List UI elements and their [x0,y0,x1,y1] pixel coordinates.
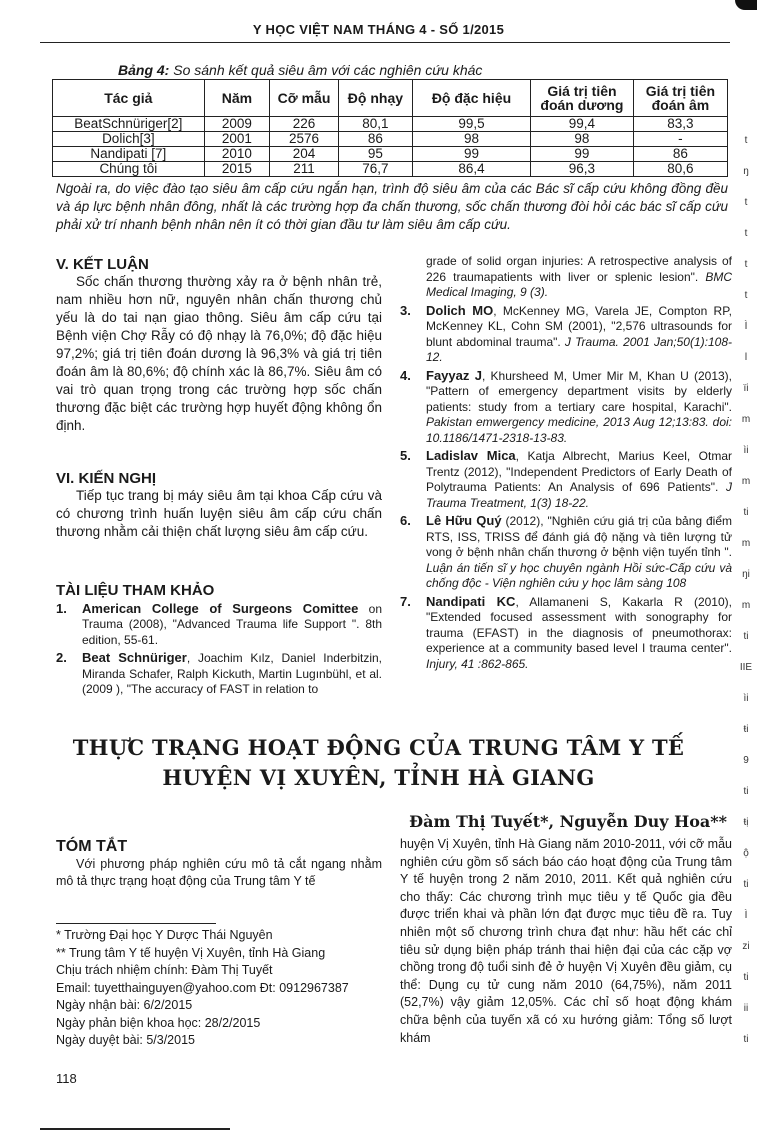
reference-text: on Trauma (2008), "Advanced Trauma life Support ". 8th edition, 55-61. [82,601,382,647]
margin-mark: ti [743,631,749,642]
reference-text: , Allamaneni S, Kakarla R (2010), "Extended focused assessment with sonography for trauma (EFAST) in the diagnosis of pneumothorax: experience at a community based level I trauma center". [426,594,732,655]
margin-mark: ìi [743,445,749,456]
margin-mark: m [741,538,751,549]
article-title [0,733,757,793]
reference-number: 1. [56,600,67,616]
footnote-reviewed: Ngày phản biện khoa học: 28/2/2015 [56,1015,261,1030]
margin-mark: ti [743,879,749,890]
cell-sample: 2576 [270,132,339,147]
abstract-text-right: huyện Vị Xuyên, tỉnh Hà Giang năm 2010-2011, với cỡ mẫu nghiên cứu gồm số sách báo cáo hoạt động của Trung tâm Y tế huyện trong 2 năm 2010, 2011. Kết quả nghiên cứu cho thấy: Các chương trình mục tiêu y tế Quốc gia đều được triển khai và phần lớn đạt được mục tiêu đề ra. Tuy nhiên một số chương trình chưa đạt như: hầu hết các chỉ tiêu sử dụng biện pháp tránh thai hiện đại của các cặp vợ chồng trong độ tuổi sinh đẻ ở huyện Vị Xuyên đều giảm, cụ thể: Dụng cụ tử cung năm 2010 (64,75%), năm 2011 (52,7%) vậy giảm 12,05%. Các chỉ số hoạt động khám chữa bệnh của tuyến xã có xu hướng giảm: Tổng số lượt khám [400,837,732,1045]
reference-number: 2. [56,650,67,665]
reference-journal: J Trauma Treatment, 1(3) 18-22. [426,480,732,510]
cell-year: 2001 [204,132,269,147]
margin-mark: ti [743,507,749,518]
cell-npv: 80,6 [633,162,727,177]
reference-journal: Luận án tiến sĩ y học chuyên ngành Hồi sức-Cấp cứu và chống độc - Viện nghiên cứu y học lâm sàng 108 [426,560,732,590]
reference-journal: BMC Medical Imaging, 9 (3). [426,269,732,299]
cell-author: BeatSchnüriger[2] [53,117,205,132]
running-head: Y HỌC VIỆT NAM THÁNG 4 - SỐ 1/2015 [252,22,505,37]
margin-mark: m [741,600,751,611]
reference-item [400,254,732,301]
cell-author: Chúng tôi [53,162,205,177]
reference-authors: Beat Schnüriger [82,650,187,665]
margin-mark: ti [743,786,749,797]
margin-mark: ii [743,1003,749,1014]
margin-mark: t [744,228,748,239]
cell-specificity: 99 [412,147,530,162]
cell-year: 2010 [204,147,269,162]
cell-year: 2009 [204,117,269,132]
reference-text: , Khursheed M, Umer Mir M, Khan U (2013), "Pattern of emergency department visits by elderly patients: study from a tertiary care hospital, Karachi". [426,368,732,414]
margin-mark: IIE [739,662,753,673]
recommendation-text: Tiếp tục trang bị máy siêu âm tại khoa Cấp cứu và có chương trình huấn luyện siêu âm cấp cứu chấn thương nhằm cải thiện chất lượng siêu âm cấp cứu. [56,488,382,539]
margin-mark: ìi [743,693,749,704]
margin-mark: Ì [744,321,748,332]
article-authors: Đàm Thị Tuyết*, Nguyễn Duy Hoa** [409,812,727,831]
reference-journal: Injury, 41 :862-865. [426,656,529,671]
table-caption-text: So sánh kết quả siêu âm với các nghiên cứu khác [173,62,483,78]
col-header-specificity: Độ đặc hiệu [412,80,530,117]
margin-mark: m [741,414,751,425]
article-title-line-2: HUYỆN VỊ XUYÊN, TỈNH HÀ GIANG [162,765,595,790]
margin-mark: t [744,290,748,301]
col-header-sample: Cỡ mẫu [270,80,339,117]
cell-npv: 83,3 [633,117,727,132]
abstract-heading: TÓM TẮT [56,838,128,855]
margin-mark: 9 [743,755,749,766]
margin-mark: t [744,197,748,208]
header-rule [40,42,730,43]
cell-sample: 211 [270,162,339,177]
cell-sensitivity: 95 [338,147,412,162]
reference-item [400,303,732,366]
reference-authors: Nandipati KC [426,593,516,609]
reference-text: , Katja Albrecht, Marius Keel, Otmar Trentz (2012), "Independent Predictors of Early Death of Polytrauma Patients: An Analysis of 696 Patients". [426,449,732,494]
margin-bleed-marks [739,125,753,1055]
cell-specificity: 99,5 [412,117,530,132]
reference-text: , Joachim Kılz, Daniel Inderbitzin, Miranda Schafer, Ralph Kickuth, Martin Lugınbühl, et al. (2009 ), "The accuracy of FAST in relation to [82,651,382,696]
col-header-sensitivity: Độ nhạy [338,80,412,117]
margin-mark: t [744,135,748,146]
reference-journal: J Trauma. 2001 Jan;50(1):108-12. [426,334,733,364]
footnote-received: Ngày nhận bài: 6/2/2015 [56,998,193,1012]
footnote-affiliation-1: * Trường Đại học Y Dược Thái Nguyên [56,928,273,942]
margin-mark: t [744,259,748,270]
reference-number: 6. [400,513,411,528]
references-heading: TÀI LIỆU THAM KHẢO [56,582,215,599]
reference-item [400,594,732,673]
footnotes [56,927,382,1050]
margin-mark: ti [743,1034,749,1045]
corner-ink-mark [735,0,757,10]
references-right [400,254,732,674]
references-left [56,583,382,700]
abstract-text-left: Với phương pháp nghiên cứu mô tả cắt ngang nhằm mô tả thực trạng hoạt động của Trung tâm Y tế [56,857,382,888]
cell-author: Dolich[3] [53,132,205,147]
table-caption [118,62,482,78]
footnote-email: Email: tuyetthainguyen@yahoo.com Đt: 0912967387 [56,980,349,995]
reference-number: 4. [400,367,411,383]
reference-item [400,368,732,447]
col-header-ppv: Giá trị tiên đoán dương [531,80,634,117]
cell-sample: 204 [270,147,339,162]
article-title-line-1: THỰC TRẠNG HOẠT ĐỘNG CỦA TRUNG TÂM Y TẾ [72,735,685,760]
reference-item [400,448,732,511]
cell-ppv: 99,4 [531,117,634,132]
reference-number: 3. [400,302,411,318]
cell-npv: - [633,132,727,147]
cell-ppv: 99 [531,147,634,162]
col-header-npv: Giá trị tiên đoán âm [633,80,727,117]
reference-item [56,601,382,649]
conclusion-section [56,256,382,435]
recommendation-heading: VI. KIẾN NGHỊ [56,470,157,487]
table-row [53,162,728,177]
reference-authors: Fayyaz J [426,367,483,383]
table-caption-label: Bảng 4: [118,62,170,78]
cell-ppv: 98 [531,132,634,147]
table-row [53,117,728,132]
cell-ppv: 96,3 [531,162,634,177]
table-header-row [53,80,728,117]
margin-mark: ŧị [743,817,749,828]
conclusion-heading: V. KẾT LUẬN [56,256,149,273]
margin-mark: ŋ [743,166,749,177]
col-header-author: Tác giả [53,80,205,117]
table-row [53,132,728,147]
cell-sensitivity: 80,1 [338,117,412,132]
cell-npv: 86 [633,147,727,162]
reference-journal: Pakistan emwergency medicine, 2013 Aug 12;13:83. doi: 10.1186/1471-2318-13-83. [426,415,732,445]
cell-author: Nandipati [7] [53,147,205,162]
cell-specificity: 86,4 [412,162,530,177]
margin-mark: Ì [744,910,748,921]
margin-mark: l [744,352,748,363]
reference-authors: Lê Hữu Quý [426,513,502,528]
reference-text: (2012), "Nghiên cứu giá trị của bảng điểm RTS, ISS, TRISS để đánh giá độ nặng và tiên lượng tử vong ở bệnh nhân chấn thương ở bệnh viện tuyến tỉnh ". [426,514,733,559]
margin-mark: zi [742,941,750,952]
cell-sensitivity: 86 [338,132,412,147]
reference-text: grade of solid organ injuries: A retrospective analysis of 226 traumapatients with liver or splenic lesion". [426,254,732,284]
cell-specificity: 98 [412,132,530,147]
reference-number: 7. [400,593,411,609]
footnote-accepted: Ngày duyệt bài: 5/3/2015 [56,1033,195,1047]
margin-mark: ïi [743,383,749,394]
reference-text: , McKenney MG, Varela JE, Compton RP, McKenney KL, Cohn SM (2001), "2,576 ultrasounds for blunt abdominal trauma". [426,303,733,349]
reference-item [56,650,382,698]
reference-authors: Ladislav Mica [426,448,516,463]
reference-number: 5. [400,448,411,463]
cell-sample: 226 [270,117,339,132]
conclusion-text: Sốc chấn thương thường xảy ra ở bệnh nhân trẻ, nam nhiều hơn nữ, nguyên nhân chấn thương chủ yếu là do tai nạn giao thông. Siêu âm cấp cứu tại Bệnh viện Chợ Rẫy có độ nhạy là 76,0%; độ đặc hiệu 97,2%; giá trị tiên đoán dương là 96,3% và giá trị tiên đoán âm là 80,6%; độ chính xác là 86,7%. Siêu âm có vai trò quan trọng trong các trường hợp sốc chấn thương đặc biệt các trường hợp huyết động không ổn định. [56,274,382,433]
table-note: Ngoài ra, do việc đào tạo siêu âm cấp cứu ngắn hạn, trình độ siêu âm của các Bác sĩ cấp cứu không đồng đều và áp lực bệnh nhân đông, nhất là các trường hợp đa chấn thương, sốc chấn thương đòi hỏi các bác sĩ cấp cứu phải xử trí nhanh bệnh nhân nên ít có thời gian đầu tư làm siêu âm cấp cứu. [56,181,728,232]
col-header-year: Năm [204,80,269,117]
margin-mark: ộ [743,848,749,859]
margin-mark: ti [743,972,749,983]
footnote-rule [56,923,216,924]
footnote-affiliation-2: ** Trung tâm Y tế huyện Vị Xuyên, tỉnh Hà Giang [56,945,326,960]
comparison-table [52,79,728,177]
abstract-left [56,838,382,890]
bottom-rule [40,1128,230,1130]
reference-item [400,513,732,592]
cell-sensitivity: 76,7 [338,162,412,177]
recommendation-section [56,470,382,541]
table-row [53,147,728,162]
reference-authors: Dolich MO [426,302,494,318]
footnote-corresponding: Chịu trách nhiệm chính: Đàm Thị Tuyết [56,963,273,977]
page-number: 118 [56,1071,77,1086]
margin-mark: ŋi [742,569,750,580]
cell-year: 2015 [204,162,269,177]
reference-authors: American College of Surgeons Comittee [82,600,359,616]
margin-mark: m [741,476,751,487]
margin-mark: ŧi [743,724,749,735]
